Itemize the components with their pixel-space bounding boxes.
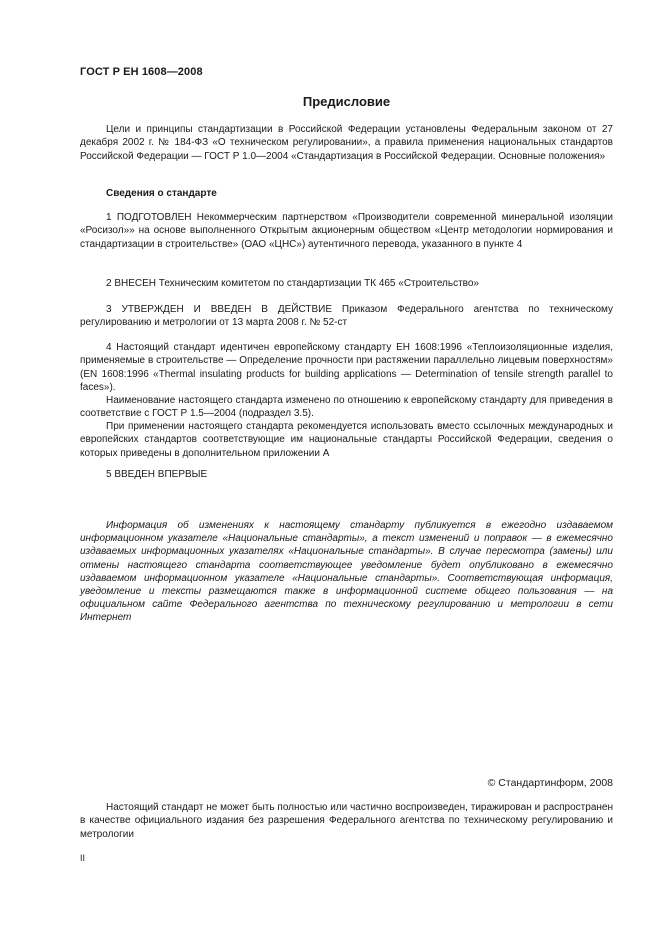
document-code: ГОСТ Р ЕН 1608—2008: [80, 66, 203, 78]
intro-paragraph: Цели и принципы стандартизации в Российской Федерации установлены Федеральным законом от 27 декабря 2002 г. № 184-ФЗ «О техническом регулировании», а правила применения национальных стандартов Российской Федерации — ГОСТ Р 1.0—2004 «Стандартизация в Российской Федерации. Основные положения»: [80, 124, 613, 162]
item-2-paragraph: 2 ВНЕСЕН Техническим комитетом по стандартизации ТК 465 «Строительство»: [106, 278, 479, 289]
reproduction-notice-paragraph: Настоящий стандарт не может быть полностью или частично воспроизведен, тиражирован и распространен в качестве официального издания без разрешения Федерального агентства по техническому регулированию и метрологии: [80, 802, 613, 840]
page-number: II: [80, 853, 86, 863]
copyright-line: © Стандартинформ, 2008: [487, 777, 613, 789]
item-4-paragraph: 4 Настоящий стандарт идентичен европейскому стандарту ЕН 1608:1996 «Теплоизоляционные изделия, применяемые в строительстве — Определение прочности при растяжении параллельно лицевым поверхностям» (EN 1608:1996 «Thermal insulating products for building applications — Determination of tensile strength parallel to faces»).: [80, 342, 613, 394]
item-4-refs-paragraph: При применении настоящего стандарта рекомендуется использовать вместо ссылочных международных и европейских стандартов соответствующие им национальные стандарты Российской Федерации, сведения о которых приведены в дополнительном приложении А: [80, 421, 613, 459]
info-notice-paragraph: Информация об изменениях к настоящему стандарту публикуется в ежегодно издаваемом информационном указателе «Национальные стандарты», а текст изменений и поправок — в ежемесячно издаваемых информационных указателях «Национальные стандарты». В случае пересмотра (замены) или отмены настоящего стандарта соответствующее уведомление будет опубликовано в ежемесячно издаваемом информационном указателе «Национальные стандарты». Соответствующая информация, уведомление и тексты размещаются также в информационной системе общего пользования — на официальном сайте Федерального агентства по техническому регулированию и метрологии в сети Интернет: [80, 520, 613, 624]
item-1-paragraph: 1 ПОДГОТОВЛЕН Некоммерческим партнерством «Производители современной минеральной изоляции «Росизол»» на основе выполненного Открытым акционерным обществом «Центр методологии нормирования и стандартизации в строительстве» (ОАО «ЦНС») аутентичного перевода, указанного в пункте 4: [80, 212, 613, 250]
item-5-paragraph: 5 ВВЕДЕН ВПЕРВЫЕ: [106, 469, 208, 480]
item-3-paragraph: 3 УТВЕРЖДЕН И ВВЕДЕН В ДЕЙСТВИЕ Приказом Федерального агентства по техническому регулированию и метрологии от 13 марта 2008 г. № 52-ст: [80, 304, 613, 329]
item-4-name-paragraph: Наименование настоящего стандарта изменено по отношению к европейскому стандарту для приведения в соответствие с ГОСТ Р 1.5—2004 (подраздел 3.5).: [80, 395, 613, 420]
page-title: Предисловие: [302, 94, 391, 109]
section-title: Сведения о стандарте: [106, 188, 217, 199]
